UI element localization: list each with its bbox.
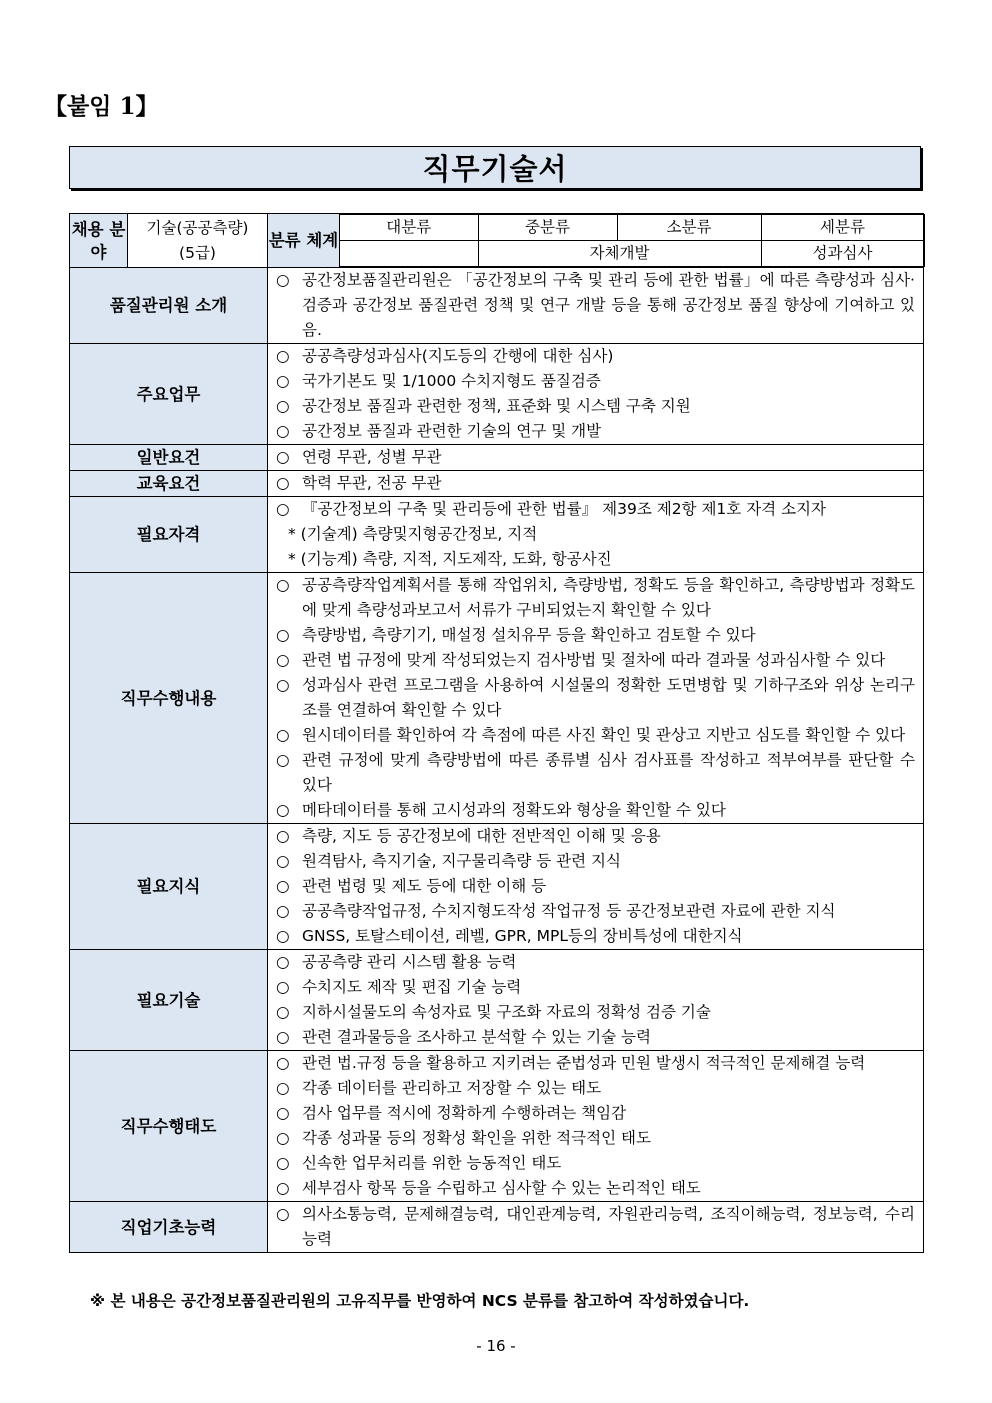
section-label: 직업기초능력 bbox=[70, 1202, 268, 1253]
list-item bbox=[274, 798, 915, 823]
bullet-mark: ○ bbox=[276, 801, 290, 819]
classification-table bbox=[340, 214, 925, 267]
list-item-text: 관련 법 규정에 맞게 작성되었는지 검사방법 및 절차에 따라 결과물 성과심사할 수 있다 bbox=[302, 651, 886, 669]
list-item bbox=[274, 950, 915, 975]
bullet-mark: ○ bbox=[276, 422, 290, 440]
sub-item: * (기술계) 측량및지형공간정보, 지적 bbox=[288, 525, 538, 543]
list-item-text: 검사 업무를 적시에 정확하게 수행하려는 책임감 bbox=[302, 1104, 627, 1122]
section-content bbox=[268, 445, 924, 471]
section-content bbox=[268, 1051, 924, 1202]
list-item bbox=[274, 1202, 915, 1252]
header-row bbox=[70, 214, 924, 268]
section-label: 일반요건 bbox=[70, 445, 268, 471]
section-row bbox=[70, 445, 924, 471]
recruit-value-line1: 기술(공공측량) bbox=[146, 218, 249, 237]
val-detail: 성과심사 bbox=[761, 241, 924, 267]
section-row bbox=[70, 950, 924, 1051]
list-item-text: 공간정보품질관리원은 「공간정보의 구축 및 관리 등에 관한 법률」에 따른 측량성과 심사·검증과 공간정보 품질관련 정책 및 연구 개발 등을 통해 공간정보 품질 향상에 기여하고 있음. bbox=[302, 271, 915, 339]
bullet-mark: ○ bbox=[276, 1079, 290, 1097]
list-item bbox=[274, 748, 915, 798]
bullet-mark: ○ bbox=[276, 474, 290, 492]
section-content bbox=[268, 344, 924, 445]
bullet-mark: ○ bbox=[276, 953, 290, 971]
list-item-text: 원격탐사, 측지기술, 지구물리측량 등 관련 지식 bbox=[302, 852, 621, 870]
col-minor: 소분류 bbox=[617, 215, 761, 241]
bullet-mark: ○ bbox=[276, 1154, 290, 1172]
list-item-text: 학력 무관, 전공 무관 bbox=[302, 474, 442, 492]
list-item-text: 지하시설물도의 속성자료 및 구조화 자료의 정확성 검증 기술 bbox=[302, 1003, 711, 1021]
list-item-text: 공공측량 관리 시스템 활용 능력 bbox=[302, 953, 517, 971]
list-item-text: 공공측량작업계획서를 통해 작업위치, 측량방법, 정확도 등을 확인하고, 측량방법과 정확도에 맞게 측량성과보고서 서류가 구비되었는지 확인할 수 있다 bbox=[302, 576, 915, 619]
val-major bbox=[340, 241, 478, 267]
list-item bbox=[274, 573, 915, 623]
recruit-field-value bbox=[128, 214, 268, 268]
section-row bbox=[70, 1051, 924, 1202]
document-title: 직무기술서 bbox=[69, 146, 921, 189]
list-item-text: 의사소통능력, 문제해결능력, 대인관계능력, 자원관리능력, 조직이해능력, 정보능력, 수리능력 bbox=[302, 1205, 915, 1248]
bullet-mark: ○ bbox=[276, 500, 290, 518]
list-item bbox=[274, 369, 915, 394]
list-item-text: 관련 규정에 맞게 측량방법에 따른 종류별 심사 검사표를 작성하고 적부여부를 판단할 수 있다 bbox=[302, 751, 915, 794]
job-description-table bbox=[69, 213, 924, 1253]
list-item bbox=[274, 1126, 915, 1151]
section-label: 직무수행태도 bbox=[70, 1051, 268, 1202]
list-item-text: 연령 무관, 성별 무관 bbox=[302, 448, 442, 466]
section-label: 교육요건 bbox=[70, 471, 268, 497]
bullet-mark: ○ bbox=[276, 1129, 290, 1147]
bullet-mark: ○ bbox=[276, 1054, 290, 1072]
recruit-value-line2: (5급) bbox=[179, 243, 216, 262]
recruit-field-label-text: 채용 분야 bbox=[71, 219, 126, 262]
list-item bbox=[274, 623, 915, 648]
bullet-mark: ○ bbox=[276, 1205, 290, 1223]
classification-cell bbox=[340, 214, 924, 268]
list-item-text: 측량방법, 측량기기, 매설정 설치유무 등을 확인하고 검토할 수 있다 bbox=[302, 626, 756, 644]
list-item-text: GNSS, 토탈스테이션, 레벨, GPR, MPL등의 장비특성에 대한지식 bbox=[302, 927, 743, 945]
list-item bbox=[274, 1025, 915, 1050]
bullet-mark: ○ bbox=[276, 347, 290, 365]
list-item-text: 관련 결과물등을 조사하고 분석할 수 있는 기술 능력 bbox=[302, 1028, 651, 1046]
bullet-mark: ○ bbox=[276, 397, 290, 415]
section-content bbox=[268, 950, 924, 1051]
list-item-text: 각종 성과물 등의 정확성 확인을 위한 적극적인 태도 bbox=[302, 1129, 651, 1147]
list-item-text: 수치지도 제작 및 편집 기술 능력 bbox=[302, 978, 522, 996]
bullet-mark: ○ bbox=[276, 726, 290, 744]
attachment-label: 【붙임 1】 bbox=[44, 93, 159, 120]
bullet-mark: ○ bbox=[276, 576, 290, 594]
list-item-text: 메타데이터를 통해 고시성과의 정확도와 형상을 확인할 수 있다 bbox=[302, 801, 726, 819]
section-label: 주요업무 bbox=[70, 344, 268, 445]
list-item bbox=[274, 874, 915, 899]
list-item bbox=[274, 497, 915, 522]
bullet-mark: ○ bbox=[276, 372, 290, 390]
section-row bbox=[70, 824, 924, 950]
section-label: 품질관리원 소개 bbox=[70, 268, 268, 344]
bullet-mark: ○ bbox=[276, 877, 290, 895]
list-item-text: 원시데이터를 확인하여 각 측점에 따른 사진 확인 및 관상고 지반고 심도를 확인할 수 있다 bbox=[302, 726, 906, 744]
list-item-text: 공간정보 품질과 관련한 기술의 연구 및 개발 bbox=[302, 422, 602, 440]
col-detail: 세분류 bbox=[761, 215, 924, 241]
section-label: 필요기술 bbox=[70, 950, 268, 1051]
recruit-field-label bbox=[70, 214, 128, 268]
list-item-text: 측량, 지도 등 공간정보에 대한 전반적인 이해 및 응용 bbox=[302, 827, 661, 845]
list-item bbox=[274, 899, 915, 924]
list-item bbox=[274, 1101, 915, 1126]
bullet-mark: ○ bbox=[276, 852, 290, 870]
list-item-text: 관련 법.규정 등을 활용하고 지키려는 준법성과 민원 발생시 적극적인 문제해결 능력 bbox=[302, 1054, 866, 1072]
list-item-text: 각종 데이터를 관리하고 저장할 수 있는 태도 bbox=[302, 1079, 602, 1097]
list-item bbox=[274, 673, 915, 723]
list-item bbox=[274, 975, 915, 1000]
list-item bbox=[274, 445, 915, 470]
section-content bbox=[268, 573, 924, 824]
page-number: - 16 - bbox=[476, 1337, 516, 1355]
classification-label-text: 분류 체계 bbox=[268, 231, 339, 250]
val-middle-minor: 자체개발 bbox=[478, 241, 761, 267]
list-item bbox=[274, 394, 915, 419]
list-item-text: 공공측량작업규정, 수치지형도작성 작업규정 등 공간정보관련 자료에 관한 지식 bbox=[302, 902, 836, 920]
bullet-mark: ○ bbox=[276, 626, 290, 644]
sections-body bbox=[70, 268, 924, 1253]
col-major: 대분류 bbox=[340, 215, 478, 241]
bullet-mark: ○ bbox=[276, 927, 290, 945]
footnote: ※ 본 내용은 공간정보품질관리원의 고유직무를 반영하여 NCS 분류를 참고하여 작성하였습니다. bbox=[90, 1292, 750, 1310]
section-row bbox=[70, 268, 924, 344]
bullet-mark: ○ bbox=[276, 1104, 290, 1122]
list-item-text: 『공간정보의 구축 및 관리등에 관한 법률』 제39조 제2항 제1호 자격 소지자 bbox=[302, 500, 826, 518]
section-content bbox=[268, 471, 924, 497]
section-content bbox=[268, 268, 924, 344]
list-item bbox=[274, 1076, 915, 1101]
bullet-mark: ○ bbox=[276, 651, 290, 669]
section-content bbox=[268, 1202, 924, 1253]
list-item-text: 신속한 업무처리를 위한 능동적인 태도 bbox=[302, 1154, 562, 1172]
bullet-mark: ○ bbox=[276, 271, 290, 289]
col-middle: 중분류 bbox=[478, 215, 617, 241]
bullet-mark: ○ bbox=[276, 827, 290, 845]
bullet-mark: ○ bbox=[276, 902, 290, 920]
bullet-mark: ○ bbox=[276, 448, 290, 466]
bullet-mark: ○ bbox=[276, 751, 290, 769]
section-label: 직무수행내용 bbox=[70, 573, 268, 824]
bullet-mark: ○ bbox=[276, 1003, 290, 1021]
classification-label bbox=[268, 214, 340, 268]
section-row bbox=[70, 1202, 924, 1253]
section-row bbox=[70, 573, 924, 824]
list-item bbox=[274, 1176, 915, 1201]
section-row bbox=[70, 344, 924, 445]
list-item bbox=[274, 419, 915, 444]
list-item bbox=[274, 344, 915, 369]
bullet-mark: ○ bbox=[276, 1179, 290, 1197]
list-item bbox=[274, 1151, 915, 1176]
section-row bbox=[70, 471, 924, 497]
sub-item: * (기능계) 측량, 지적, 지도제작, 도화, 항공사진 bbox=[288, 550, 612, 568]
section-row bbox=[70, 497, 924, 573]
list-item-text: 국가기본도 및 1/1000 수치지형도 품질검증 bbox=[302, 372, 601, 390]
list-item bbox=[274, 471, 915, 496]
bullet-mark: ○ bbox=[276, 1028, 290, 1046]
list-item-text: 공간정보 품질과 관련한 정책, 표준화 및 시스템 구축 지원 bbox=[302, 397, 691, 415]
section-label: 필요지식 bbox=[70, 824, 268, 950]
list-item bbox=[274, 924, 915, 949]
section-content bbox=[268, 824, 924, 950]
bullet-mark: ○ bbox=[276, 676, 290, 694]
list-item-text: 성과심사 관련 프로그램을 사용하여 시설물의 정확한 도면병합 및 기하구조와 위상 논리구조를 연결하여 확인할 수 있다 bbox=[302, 676, 915, 719]
list-item-text: 세부검사 항목 등을 수립하고 심사할 수 있는 논리적인 태도 bbox=[302, 1179, 701, 1197]
list-item bbox=[274, 268, 915, 343]
list-item bbox=[274, 1000, 915, 1025]
list-item bbox=[274, 824, 915, 849]
list-item bbox=[274, 723, 915, 748]
list-item-text: 관련 법령 및 제도 등에 대한 이해 등 bbox=[302, 877, 547, 895]
list-item bbox=[274, 849, 915, 874]
section-content bbox=[268, 497, 924, 573]
list-item bbox=[274, 648, 915, 673]
list-item-text: 공공측량성과심사(지도등의 간행에 대한 심사) bbox=[302, 347, 614, 365]
bullet-mark: ○ bbox=[276, 978, 290, 996]
list-item bbox=[274, 1051, 915, 1076]
section-label: 필요자격 bbox=[70, 497, 268, 573]
